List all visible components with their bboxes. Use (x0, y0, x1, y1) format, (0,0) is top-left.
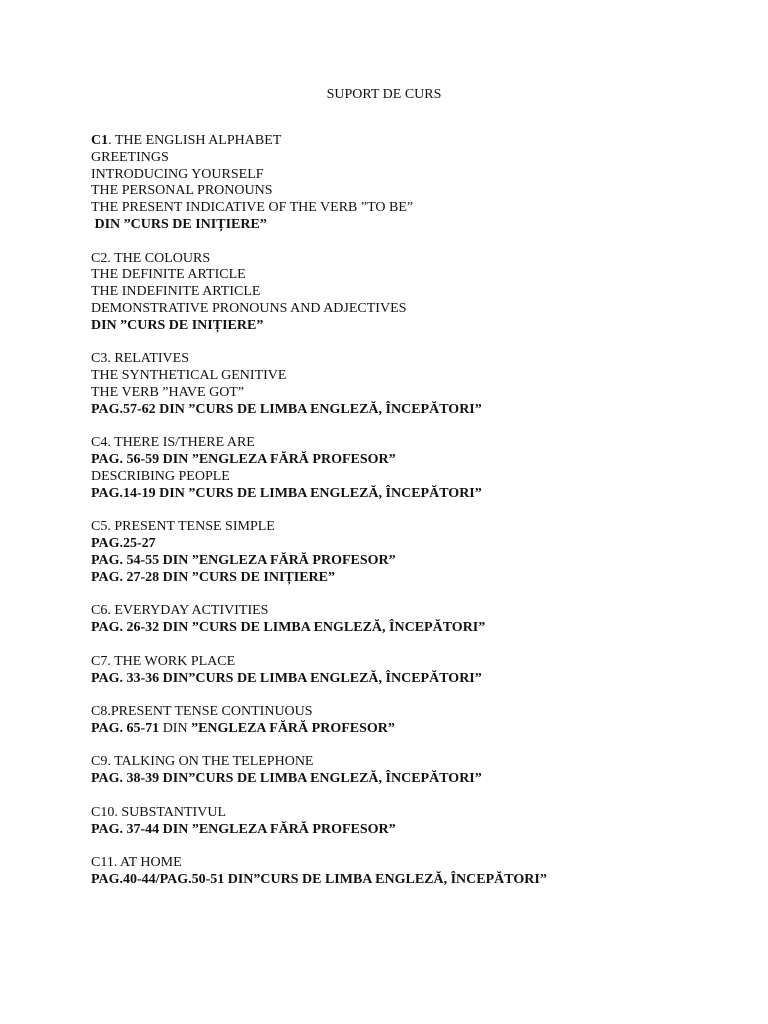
lesson-line (91, 301, 731, 318)
lesson-line (91, 150, 731, 167)
reference-text: PAG. 65-71 (91, 720, 163, 736)
lesson-line (91, 805, 731, 822)
topic-text: THE PERSONAL PRONOUNS (91, 183, 273, 199)
reference-text: DIN ”CURS DE INIȚIERE” (91, 317, 264, 333)
lesson-line (91, 251, 731, 268)
topic-text: GREETINGS (91, 149, 169, 165)
lesson-block-c6 (91, 603, 731, 637)
section-gap (91, 687, 731, 704)
reference-text: C1 (91, 133, 109, 148)
topic-text: C7. THE WORK PLACE (91, 653, 236, 669)
topic-text: C5. PRESENT TENSE SIMPLE (91, 519, 275, 535)
lesson-line (91, 519, 731, 536)
topic-text: C2. THE COLOURS (91, 250, 211, 266)
lesson-line (91, 486, 731, 503)
reference-text: PAG.14-19 DIN ”CURS DE LIMBA ENGLEZĂ, ÎNCEPĂTORI” (91, 485, 482, 501)
topic-text: C11. AT HOME (91, 855, 182, 871)
reference-text: PAG.25-27 (91, 536, 156, 552)
lesson-line (91, 284, 731, 301)
lesson-line (91, 267, 731, 284)
lesson-block-c7 (91, 654, 731, 688)
reference-text: PAG.40-44/PAG.50-51 DIN”CURS DE LIMBA ENGLEZĂ, ÎNCEPĂTORI” (91, 872, 547, 888)
lesson-block-c11 (91, 855, 731, 889)
lesson-block-c10 (91, 805, 731, 839)
lesson-line (91, 452, 731, 469)
topic-text: DEMONSTRATIVE PRONOUNS AND ADJECTIVES (91, 300, 407, 316)
lesson-block-c2 (91, 251, 731, 335)
lesson-line (91, 872, 731, 889)
lesson-line (91, 536, 731, 553)
lesson-line (91, 469, 731, 486)
lesson-line (91, 855, 731, 872)
reference-text: ”ENGLEZA FĂRĂ PROFESOR” (191, 720, 395, 736)
lesson-block-c8 (91, 704, 731, 738)
document-title: SUPORT DE CURS (326, 87, 442, 102)
lesson-line (91, 183, 731, 200)
lesson-line (91, 771, 731, 788)
course-list (91, 133, 731, 889)
section-gap (91, 335, 731, 352)
lesson-line (91, 721, 731, 738)
topic-text: THE PRESENT INDICATIVE OF THE VERB ”TO BE” (91, 200, 414, 216)
lesson-line (91, 133, 731, 150)
section-gap (91, 738, 731, 755)
lesson-line (91, 704, 731, 721)
lesson-line (91, 671, 731, 688)
lesson-line (91, 318, 731, 335)
reference-text: PAG. 54-55 DIN ”ENGLEZA FĂRĂ PROFESOR” (91, 552, 396, 568)
lesson-line (91, 553, 731, 570)
topic-text: C8.PRESENT TENSE CONTINUOUS (91, 704, 313, 720)
lesson-block-c4 (91, 435, 731, 502)
reference-text: PAG. 56-59 DIN ”ENGLEZA FĂRĂ PROFESOR” (91, 452, 396, 468)
reference-text: DIN ”CURS DE INIȚIERE” (91, 216, 267, 232)
topic-text: THE DEFINITE ARTICLE (91, 267, 246, 283)
lesson-line (91, 167, 731, 184)
lesson-line (91, 654, 731, 671)
topic-text: C3. RELATIVES (91, 351, 189, 367)
section-gap (91, 234, 731, 251)
section-gap (91, 587, 731, 604)
lesson-line (91, 385, 731, 402)
topic-text: . THE ENGLISH ALPHABET (108, 133, 282, 148)
lesson-line (91, 435, 731, 452)
reference-text: PAG. 27-28 DIN ”CURS DE INIȚIERE” (91, 569, 335, 585)
reference-text: PAG. 33-36 DIN”CURS DE LIMBA ENGLEZĂ, ÎNCEPĂTORI” (91, 670, 482, 686)
lesson-block-c5 (91, 519, 731, 586)
topic-text: DIN (162, 720, 192, 736)
topic-text: C10. SUBSTANTIVUL (91, 804, 226, 820)
lesson-line (91, 351, 731, 368)
section-gap (91, 788, 731, 805)
reference-text: PAG. 38-39 DIN”CURS DE LIMBA ENGLEZĂ, ÎNCEPĂTORI” (91, 771, 482, 787)
lesson-line (91, 754, 731, 771)
section-gap (91, 838, 731, 855)
lesson-block-c3 (91, 351, 731, 418)
lesson-line (91, 570, 731, 587)
topic-text: THE INDEFINITE ARTICLE (91, 284, 261, 300)
lesson-line (91, 603, 731, 620)
topic-text: DESCRIBING PEOPLE (91, 468, 230, 484)
lesson-block-c9 (91, 754, 731, 788)
reference-text: PAG.57-62 DIN ”CURS DE LIMBA ENGLEZĂ, ÎNCEPĂTORI” (91, 401, 482, 417)
lesson-line (91, 402, 731, 419)
reference-text: PAG. 37-44 DIN ”ENGLEZA FĂRĂ PROFESOR” (91, 821, 396, 837)
topic-text: THE SYNTHETICAL GENITIVE (91, 368, 287, 384)
lesson-line (91, 368, 731, 385)
lesson-line (91, 217, 731, 234)
lesson-line (91, 200, 731, 217)
topic-text: THE VERB ”HAVE GOT” (91, 384, 245, 400)
section-gap (91, 637, 731, 654)
reference-text: PAG. 26-32 DIN ”CURS DE LIMBA ENGLEZĂ, ÎNCEPĂTORI” (91, 620, 486, 636)
topic-text: C9. TALKING ON THE TELEPHONE (91, 754, 314, 770)
lesson-block-c1 (91, 133, 731, 234)
topic-text: C6. EVERYDAY ACTIVITIES (91, 603, 269, 619)
topic-text: C4. THERE IS/THERE ARE (91, 435, 255, 451)
section-gap (91, 503, 731, 520)
lesson-line (91, 620, 731, 637)
section-gap (91, 419, 731, 436)
topic-text: INTRODUCING YOURSELF (91, 166, 264, 182)
lesson-line (91, 822, 731, 839)
